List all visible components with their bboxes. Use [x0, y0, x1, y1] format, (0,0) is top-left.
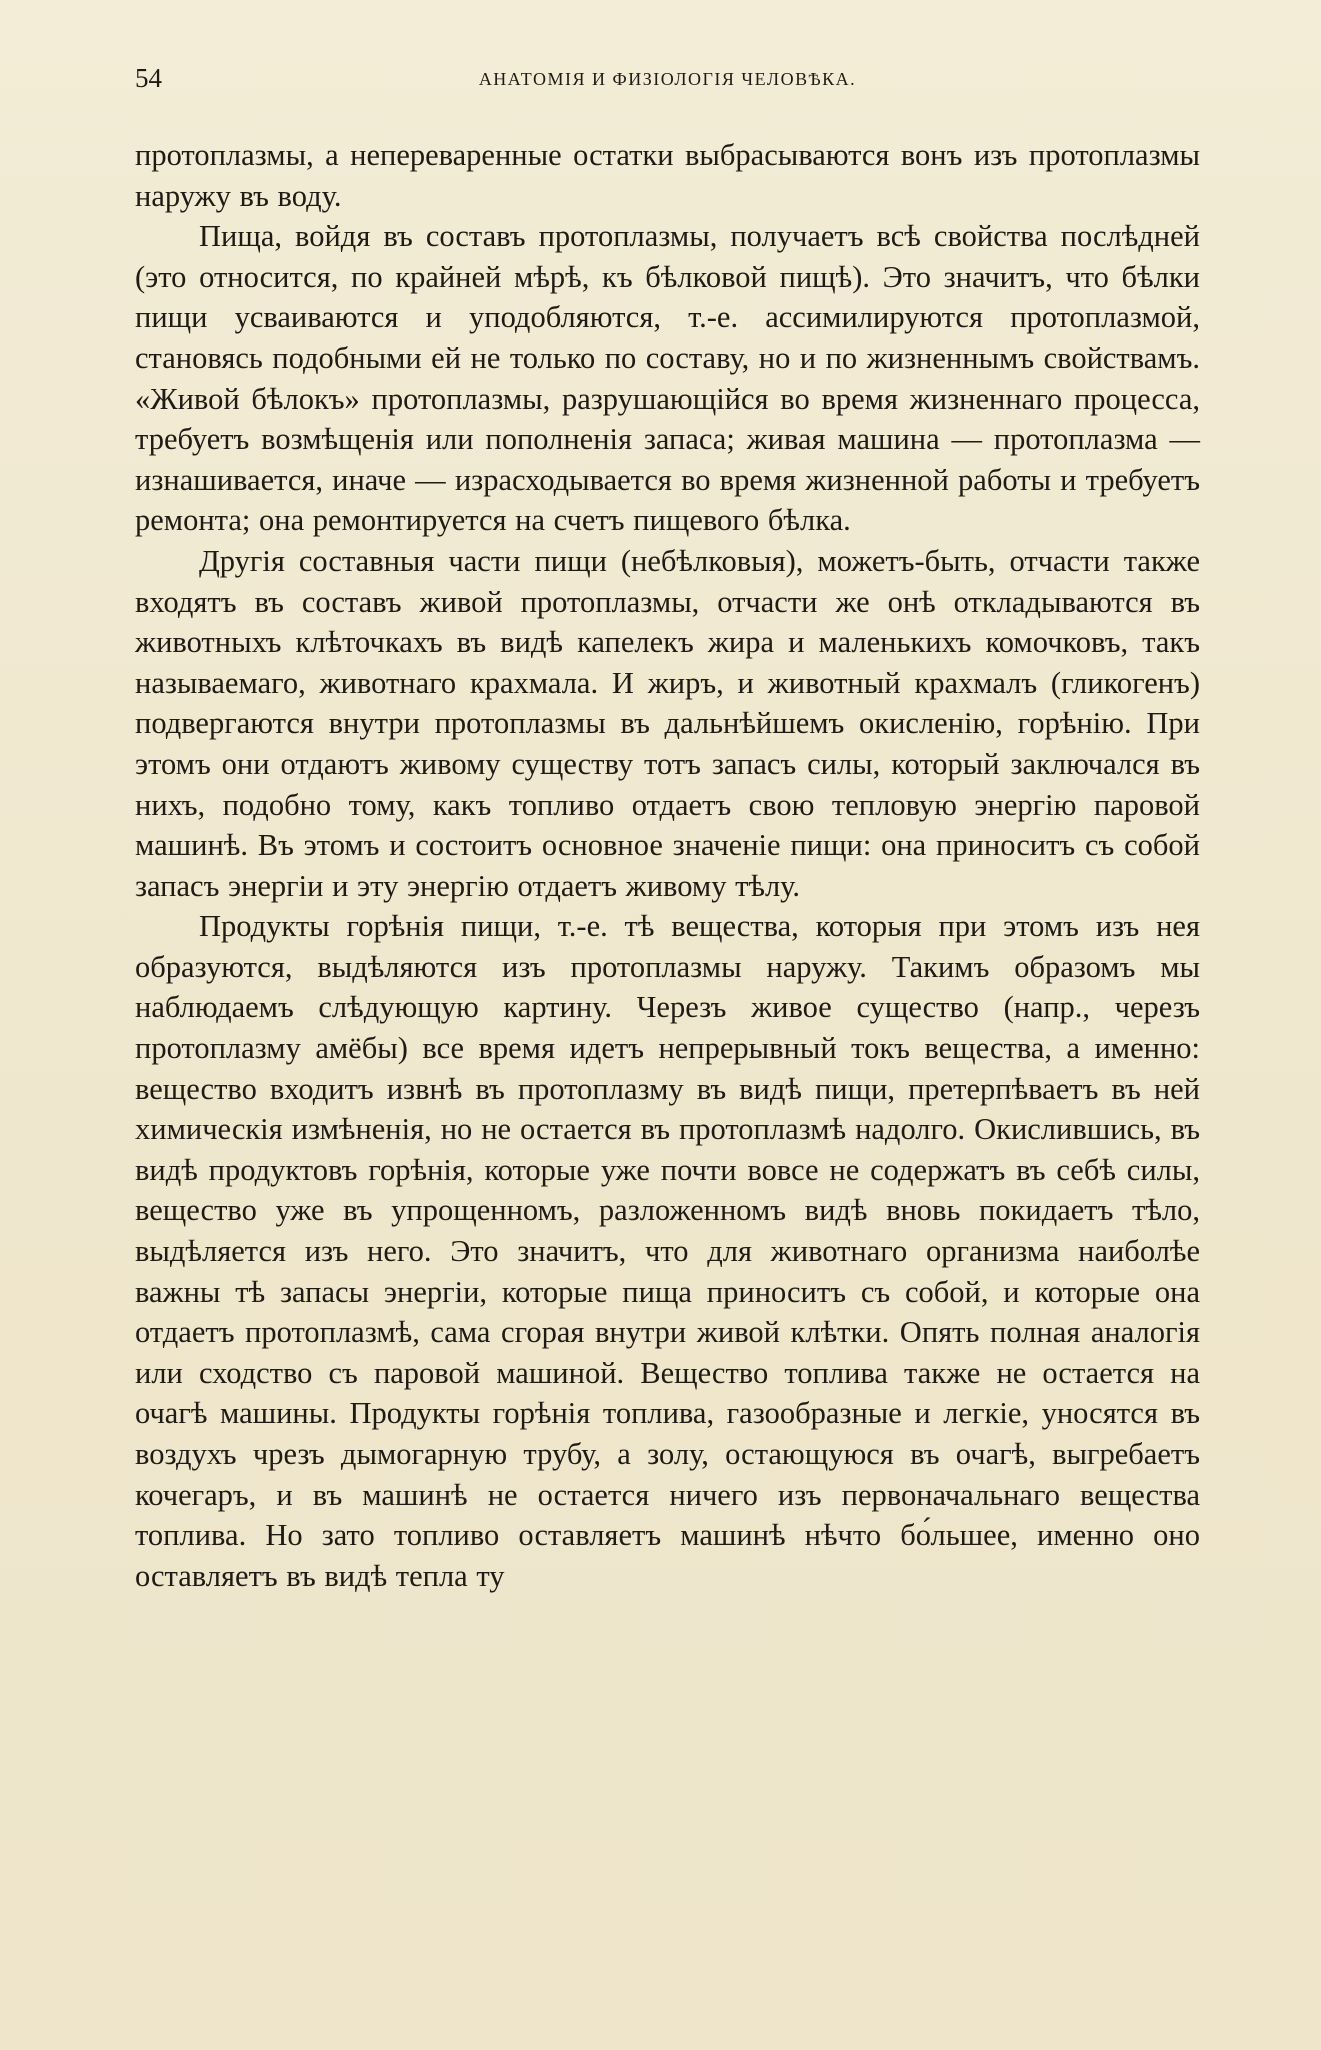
running-title: АНАТОМІЯ И ФИЗІОЛОГІЯ ЧЕЛОВѢКА. — [478, 69, 857, 89]
page-number: 54 — [135, 63, 162, 93]
paragraph: Продукты горѣнія пищи, т.-е. тѣ вещества, которыя при этомъ изъ нея образуются, выдѣляются изъ протоплазмы наружу. Такимъ образомъ мы наблюдаемъ слѣдующую картину. Черезъ живое существо (напр., черезъ протоплазму амёбы) все время идетъ непрерывный токъ вещества, а именно: вещество входитъ извнѣ въ протоплазму въ видѣ пищи, претерпѣваетъ въ ней химическія измѣненія, но не остается въ протоплазмѣ надолго. Окислившись, въ видѣ продуктовъ горѣнія, которые уже почти вовсе не содержатъ въ себѣ силы, вещество уже въ упрощенномъ, разложенномъ видѣ вновь покидаетъ тѣло, выдѣляется изъ него. Это значитъ, что для животнаго организма наиболѣе важны тѣ запасы энергіи, которые пища приноситъ съ собой, и которые она отдаетъ протоплазмѣ, сама сгорая внутри живой клѣтки. Опять полная аналогія или сходство съ паровой машиной. Вещество топлива также не остается на очагѣ машины. Продукты горѣнія топлива, газообразные и легкіе, уносятся въ воздухъ чрезъ дымогарную трубу, а золу, остающуюся въ очагѣ, выгребаетъ кочегаръ, и въ машинѣ не остается ничего изъ первоначальнаго вещества топлива. Но зато топливо оставляетъ машинѣ нѣчто бо́льшее, именно оно оставляетъ въ видѣ тепла ту — [135, 909, 1200, 1593]
paragraph: Пища, войдя въ составъ протоплазмы, получаетъ всѣ свойства послѣдней (это относится, по крайней мѣрѣ, къ бѣлковой пищѣ). Это значитъ, что бѣлки пищи усваиваются и уподобляются, т.-е. ассимилируются протоплазмой, становясь подобными ей не только по составу, но и по жизненнымъ свойствамъ. «Живой бѣлокъ» протоплазмы, разрушающійся во время жизненнаго процесса, требуетъ возмѣщенія или пополненія запаса; живая машина — протоплазма — изнашивается, иначе — израсходывается во время жизненной работы и требуетъ ремонта; она ремонтируется на счетъ пищевого бѣлка. — [135, 219, 1200, 538]
body-text — [135, 135, 1200, 1596]
running-head — [135, 60, 1200, 100]
paragraph: протоплазмы, а непереваренные остатки выбрасываются вонъ изъ протоплазмы наружу въ воду. — [135, 138, 1200, 213]
paragraph: Другія составныя части пищи (небѣлковыя), можетъ-быть, отчасти также входятъ въ составъ живой протоплазмы, отчасти же онѣ откладываются въ животныхъ клѣточкахъ въ видѣ капелекъ жира и маленькихъ комочковъ, такъ называемаго, животнаго крахмала. И жиръ, и животный крахмалъ (гликогенъ) подвергаются внутри протоплазмы въ дальнѣйшемъ окисленію, горѣнію. При этомъ они отдаютъ живому существу тотъ запасъ силы, который заключался въ нихъ, подобно тому, какъ топливо отдаетъ свою тепловую энергію паровой машинѣ. Въ этомъ и состоитъ основное значеніе пищи: она приноситъ съ собой запасъ энергіи и эту энергію отдаетъ живому тѣлу. — [135, 543, 1200, 903]
